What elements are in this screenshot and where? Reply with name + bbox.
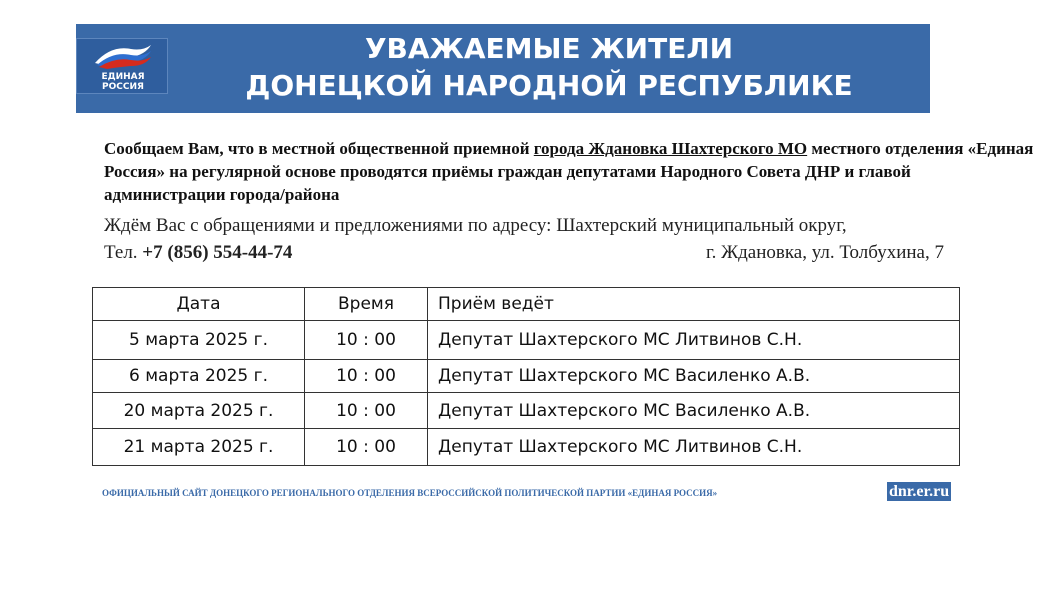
header-time: Время [305,288,428,321]
header-date: Дата [93,288,305,321]
table-row [93,429,960,466]
table-header-row [93,288,960,321]
cell-date: 20 марта 2025 г. [93,393,305,429]
phone-label: Тел. [104,242,143,263]
address-location: г. Ждановка, ул. Толбухина, 7 [705,242,944,263]
cell-time: 10 : 00 [305,360,428,393]
cell-time: 10 : 00 [305,321,428,360]
intro-paragraph [104,137,1034,206]
header-host: Приём ведёт [428,288,960,321]
address-line: Ждём Вас с обращениями и предложениями по адресу: Шахтерский муниципальный округ, [104,215,847,236]
table-row [93,321,960,360]
intro-location: города Ждановка Шахтерского МО [533,139,808,158]
intro-part2: местного отделения «Единая Россия» на регулярной основе проводятся приёмы граждан депутатами Народного Совета ДНР и главой администрации города/района [104,139,1034,204]
logo-text-line1: ЕДИНАЯ [101,72,145,82]
table-row [93,393,960,429]
cell-date: 5 марта 2025 г. [93,321,305,360]
intro-part1: Сообщаем Вам, что в местной общественной приемной [104,139,534,158]
cell-time: 10 : 00 [305,429,428,466]
table-row [93,360,960,393]
phone-line [104,239,944,266]
cell-time: 10 : 00 [305,393,428,429]
cell-date: 21 марта 2025 г. [93,429,305,466]
party-logo [76,38,168,94]
phone-number: +7 (856) 554-44-74 [142,242,293,263]
cell-host: Депутат Шахтерского МС Василенко А.В. [428,393,960,429]
cell-host: Депутат Шахтерского МС Литвинов С.Н. [428,429,960,466]
footer-text: ОФИЦИАЛЬНЫЙ САЙТ ДОНЕЦКОГО РЕГИОНАЛЬНОГО ОТДЕЛЕНИЯ ВСЕРОССИЙСКОЙ ПОЛИТИЧЕСКОЙ ПАРТИИ «ЕДИНАЯ РОССИЯ» [102,488,718,498]
banner-title-line1: УВАЖАЕМЫЕ ЖИТЕЛИ [364,32,734,65]
bear-flag-icon [91,41,155,69]
header-banner [76,24,930,113]
cell-host: Депутат Шахтерского МС Литвинов С.Н. [428,321,960,360]
logo-text-line2: РОССИЯ [102,82,144,92]
banner-title-line2: ДОНЕЦКОЙ НАРОДНОЙ РЕСПУБЛИКЕ [245,69,853,102]
site-link[interactable]: dnr.er.ru [889,483,950,500]
cell-host: Депутат Шахтерского МС Василенко А.В. [428,360,960,393]
schedule-table [92,287,960,466]
cell-date: 6 марта 2025 г. [93,360,305,393]
address-block [104,212,944,266]
